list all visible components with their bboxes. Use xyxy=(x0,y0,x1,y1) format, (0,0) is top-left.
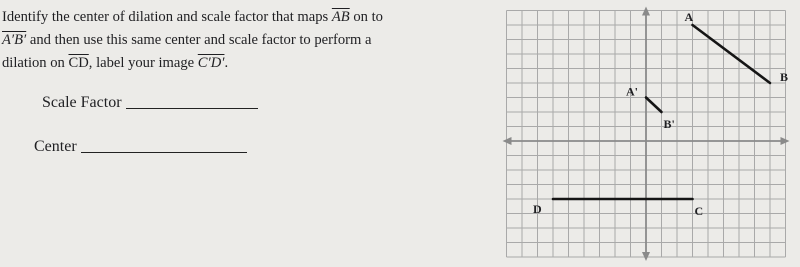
segment-cd-notation: $\overline{CD}$ xyxy=(68,55,89,71)
problem-line-3: dilation on $\overline{CD}$, label your image C′D′. xyxy=(2,55,229,71)
point-labels xyxy=(533,10,788,218)
center-label: Center xyxy=(34,138,77,155)
problem-line-2: A′B′ and then use this same center and scale factor to perform a xyxy=(2,32,372,48)
segment-a-primeb-prime xyxy=(646,98,662,113)
scale-factor-label: Scale Factor xyxy=(42,94,122,111)
segment-a-prime-b-prime-notation: A′B′ xyxy=(2,32,27,48)
segment-c-prime-d-prime-notation: C′D′ xyxy=(197,55,225,71)
segment-ab-notation: $\overline{AB}$ xyxy=(331,9,350,25)
point-label-a: A xyxy=(684,10,694,24)
point-label-b: B xyxy=(780,70,789,84)
point-label-c: C xyxy=(694,204,704,218)
problem-line-1: Identify the center of dilation and scale factor that maps $\overline{AB}$ on to xyxy=(2,9,383,25)
point-label-b-prime: B' xyxy=(663,117,675,131)
point-label-d: D xyxy=(533,202,542,216)
axes xyxy=(503,7,790,262)
point-label-a-prime: A' xyxy=(626,84,638,99)
